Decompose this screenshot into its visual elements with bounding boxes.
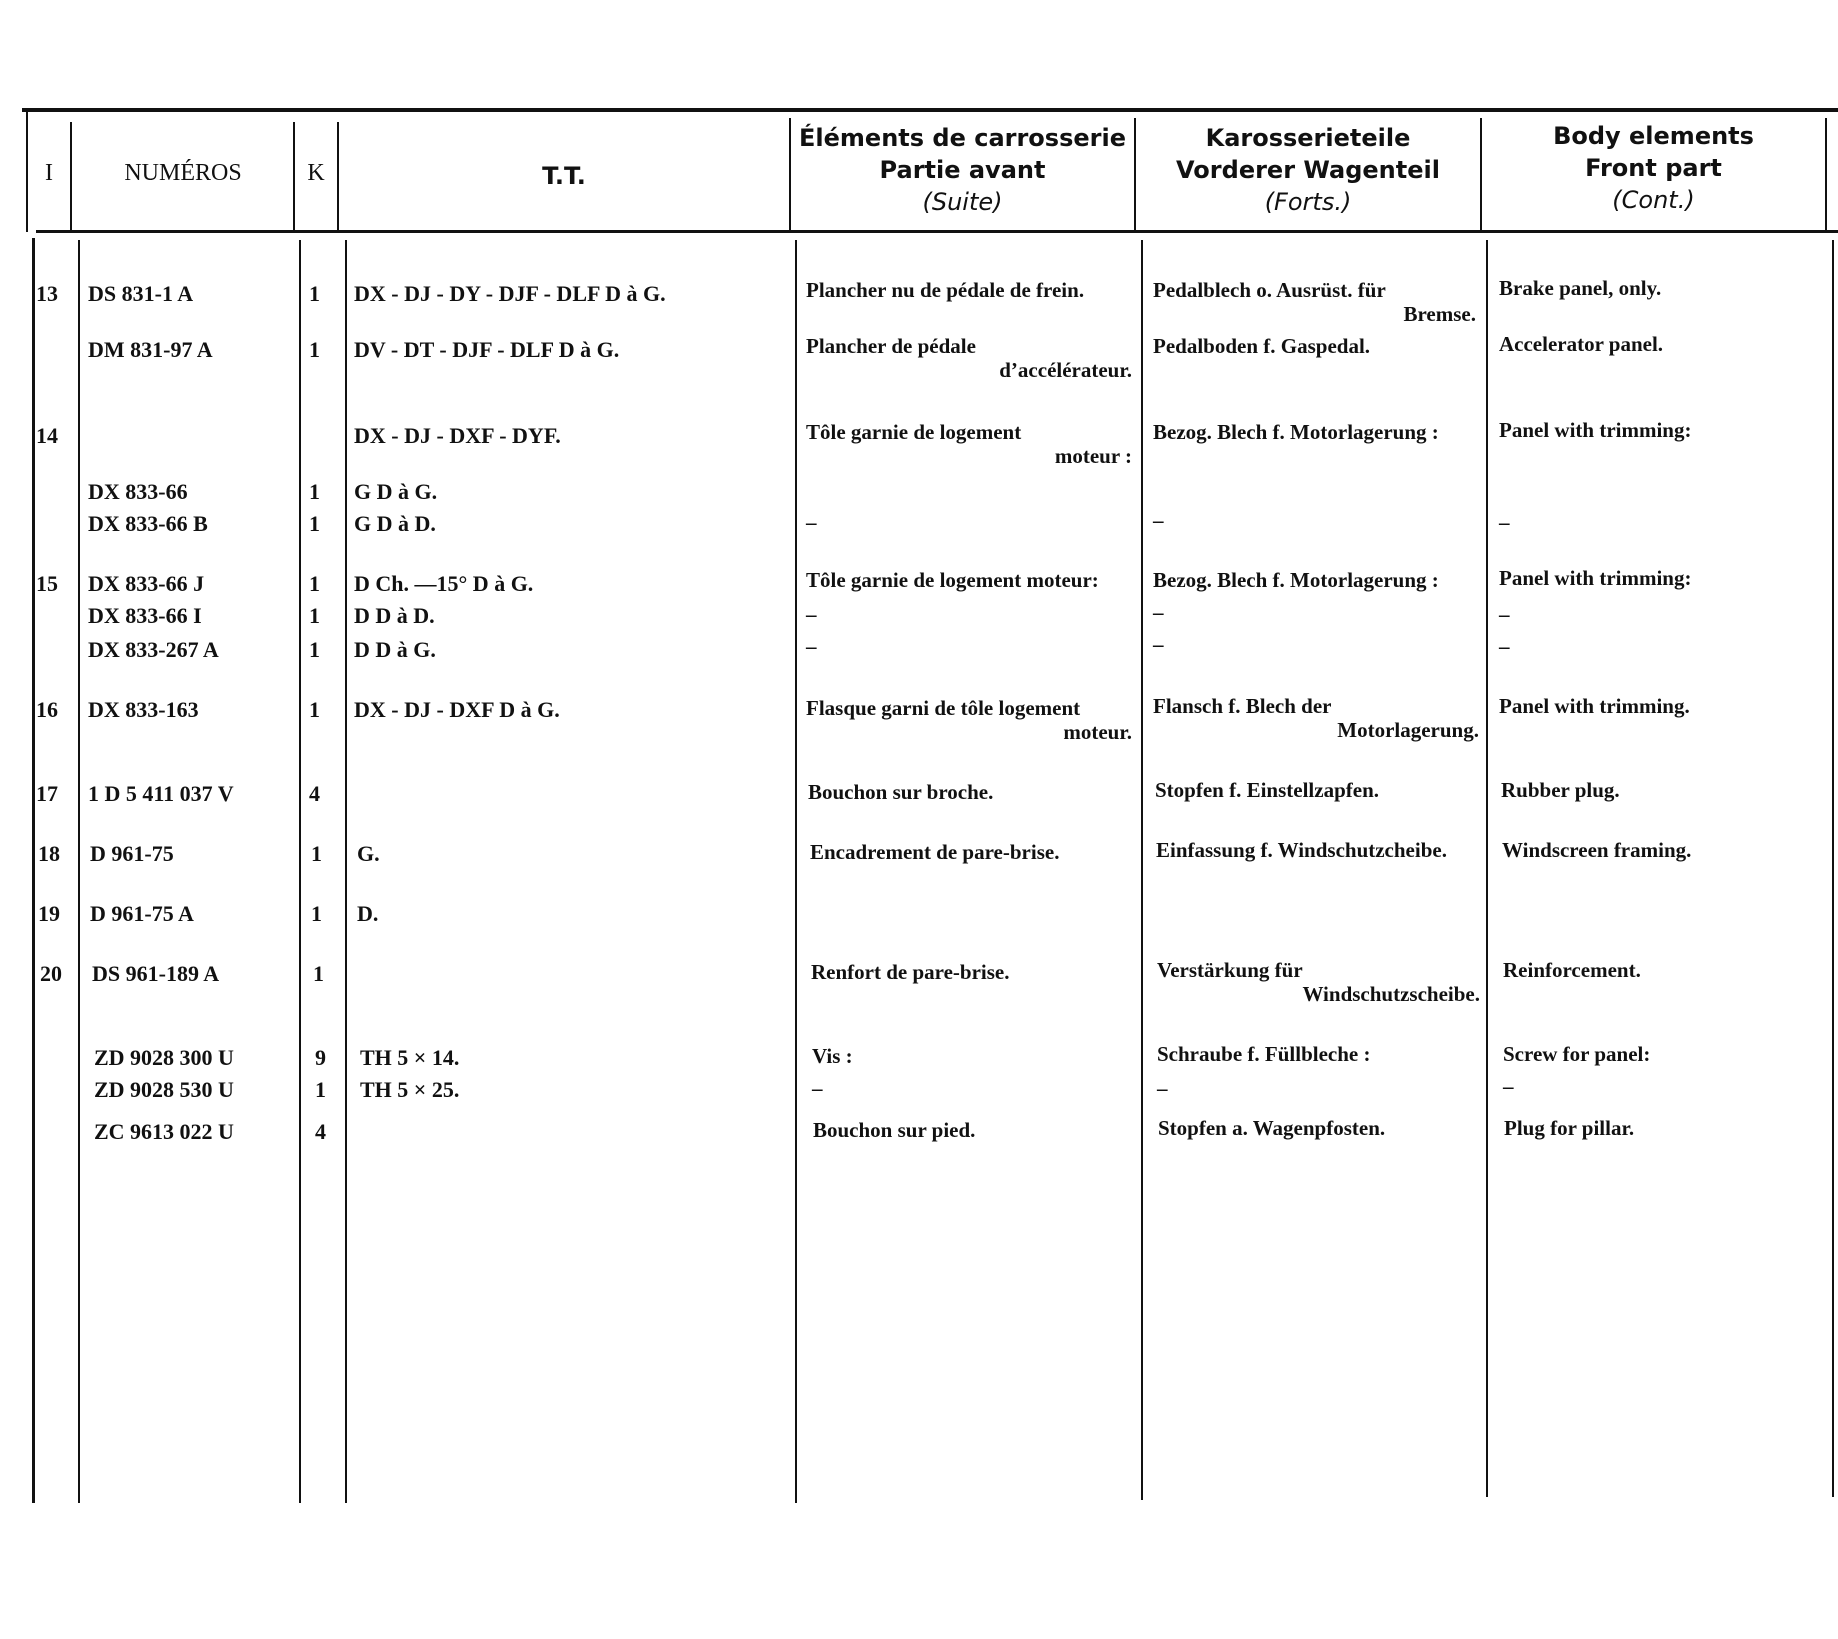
type-code: G D à D.	[354, 511, 436, 536]
description-german-cont: Bremse.	[1403, 302, 1476, 326]
description-french: Flasque garni de tôle logement	[806, 696, 1081, 720]
description-german-cont: Windschutzscheibe.	[1302, 982, 1480, 1006]
quantity: 1	[311, 901, 322, 926]
description-english: Plug for pillar.	[1504, 1116, 1635, 1140]
description-english: Accelerator panel.	[1499, 332, 1664, 356]
header-col-german	[1136, 122, 1480, 218]
part-number: DX 833-267 A	[88, 637, 219, 662]
header-german-line1: Karosserieteile	[1205, 124, 1411, 152]
quantity: 1	[313, 961, 324, 986]
header-col-english	[1482, 120, 1825, 216]
type-code: D.	[357, 901, 379, 926]
part-number: ZD 9028 300 U	[94, 1045, 234, 1070]
description-french: Vis :	[812, 1044, 853, 1068]
row-index: 15	[36, 571, 58, 596]
row-index: 20	[40, 961, 62, 986]
description-german: Einfassung f. Windschutzcheibe.	[1156, 838, 1447, 862]
description-english: –	[1503, 1074, 1514, 1098]
row-index: 13	[36, 281, 58, 306]
row-index: 18	[38, 841, 60, 866]
description-english: Brake panel, only.	[1499, 276, 1662, 300]
description-french: –	[812, 1076, 823, 1100]
quantity: 1	[309, 281, 320, 306]
description-german: –	[1153, 600, 1164, 624]
header-col-i: I	[45, 160, 53, 186]
header-col-numeros: NUMÉROS	[124, 160, 242, 186]
header-french-line3: (Suite)	[922, 188, 1003, 216]
col-divider	[78, 240, 80, 1503]
description-english: –	[1499, 510, 1510, 534]
part-number: D 961-75	[90, 841, 174, 866]
header-col-tt: T.T.	[542, 162, 586, 190]
col-divider	[1825, 118, 1827, 230]
header-english-line1: Body elements	[1553, 122, 1754, 150]
quantity: 1	[309, 637, 320, 662]
description-english: –	[1499, 602, 1510, 626]
quantity: 4	[315, 1119, 326, 1144]
row-index: 17	[36, 781, 58, 806]
description-english: Panel with trimming:	[1499, 418, 1692, 442]
description-german-cont: Motorlagerung.	[1337, 718, 1479, 742]
description-german: Verstärkung für	[1157, 958, 1303, 982]
col-divider	[1486, 240, 1488, 1497]
description-french: Tôle garnie de logement	[806, 420, 1022, 444]
description-french: –	[806, 510, 817, 534]
type-code: DX - DJ - DXF D à G.	[354, 697, 560, 722]
col-divider	[1141, 240, 1143, 1500]
description-french: –	[806, 602, 817, 626]
description-french: Bouchon sur broche.	[808, 780, 994, 804]
description-french: Tôle garnie de logement moteur:	[806, 568, 1099, 592]
part-number: DX 833-66 B	[88, 511, 208, 536]
header-french-line1: Éléments de carrosserie	[799, 124, 1126, 152]
type-code: DX - DJ - DY - DJF - DLF D à G.	[354, 281, 666, 306]
quantity: 1	[315, 1077, 326, 1102]
row-index: 16	[36, 697, 58, 722]
col-divider	[1832, 240, 1834, 1497]
description-french-cont: moteur.	[1063, 720, 1132, 744]
part-number: DX 833-66 J	[88, 571, 205, 596]
description-german: Flansch f. Blech der	[1153, 694, 1332, 718]
part-number: 1 D 5 411 037 V	[88, 781, 234, 806]
type-code: DV - DT - DJF - DLF D à G.	[354, 337, 620, 362]
description-german: Pedalboden f. Gaspedal.	[1153, 334, 1371, 358]
description-german: –	[1153, 508, 1164, 532]
description-english: Rubber plug.	[1501, 778, 1620, 802]
description-german: Bezog. Blech f. Motorlagerung :	[1153, 420, 1439, 444]
type-code: D Ch. —15° D à G.	[354, 571, 534, 596]
header-german-line3: (Forts.)	[1264, 188, 1352, 216]
col-divider	[32, 238, 35, 1503]
part-number: DX 833-66	[88, 479, 188, 504]
part-number: DX 833-66 I	[88, 603, 202, 628]
description-french: –	[806, 634, 817, 658]
header-french-line2: Partie avant	[879, 156, 1046, 184]
type-code: DX - DJ - DXF - DYF.	[354, 423, 561, 448]
quantity: 9	[315, 1045, 326, 1070]
description-english: Windscreen framing.	[1502, 838, 1692, 862]
part-number: DX 833-163	[88, 697, 199, 722]
description-french-cont: d’accélérateur.	[999, 358, 1132, 382]
quantity: 1	[309, 697, 320, 722]
quantity: 1	[309, 511, 320, 536]
quantity: 1	[309, 571, 320, 596]
part-number: ZC 9613 022 U	[94, 1119, 234, 1144]
description-english: Screw for panel:	[1503, 1042, 1651, 1066]
header-rule	[36, 230, 1838, 233]
description-french: Bouchon sur pied.	[813, 1118, 976, 1142]
header-german-line2: Vorderer Wagenteil	[1176, 156, 1440, 184]
part-number: ZD 9028 530 U	[94, 1077, 234, 1102]
type-code: G D à G.	[354, 479, 438, 504]
quantity: 1	[311, 841, 322, 866]
type-code: D D à D.	[354, 603, 435, 628]
type-code: G.	[357, 841, 380, 866]
description-french: Plancher de pédale	[806, 334, 976, 358]
description-german: Pedalblech o. Ausrüst. für	[1153, 278, 1386, 302]
row-index: 19	[38, 901, 60, 926]
col-divider	[795, 240, 797, 1503]
type-code: D D à G.	[354, 637, 436, 662]
description-french: Plancher nu de pédale de frein.	[806, 278, 1085, 302]
description-german: –	[1157, 1076, 1168, 1100]
part-number: DM 831-97 A	[88, 337, 213, 362]
header-english-line3: (Cont.)	[1612, 186, 1695, 214]
header-col-french	[791, 122, 1134, 218]
description-german: Bezog. Blech f. Motorlagerung :	[1153, 568, 1439, 592]
description-english: –	[1499, 634, 1510, 658]
part-number: D 961-75 A	[90, 901, 194, 926]
description-german: Stopfen a. Wagenpfosten.	[1158, 1116, 1386, 1140]
description-german: Stopfen f. Einstellzapfen.	[1155, 778, 1380, 802]
description-german: –	[1153, 632, 1164, 656]
col-divider	[345, 240, 347, 1503]
description-english: Panel with trimming:	[1499, 566, 1692, 590]
header-english-line2: Front part	[1585, 154, 1722, 182]
header-col-k: K	[307, 160, 325, 186]
description-german: Schraube f. Füllbleche :	[1157, 1042, 1371, 1066]
description-english: Panel with trimming.	[1499, 694, 1690, 718]
part-number: DS 831-1 A	[88, 281, 194, 306]
col-divider	[299, 240, 301, 1503]
description-french: Renfort de pare-brise.	[811, 960, 1010, 984]
description-english: Reinforcement.	[1503, 958, 1641, 982]
quantity: 1	[309, 337, 320, 362]
part-number: DS 961-189 A	[92, 961, 220, 986]
type-code: TH 5 × 14.	[360, 1045, 460, 1070]
row-index: 14	[36, 423, 58, 448]
top-rule	[22, 108, 1838, 112]
description-french: Encadrement de pare-brise.	[810, 840, 1060, 864]
type-code: TH 5 × 25.	[360, 1077, 460, 1102]
quantity: 4	[309, 781, 320, 806]
quantity: 1	[309, 479, 320, 504]
description-french-cont: moteur :	[1054, 444, 1132, 468]
quantity: 1	[309, 603, 320, 628]
